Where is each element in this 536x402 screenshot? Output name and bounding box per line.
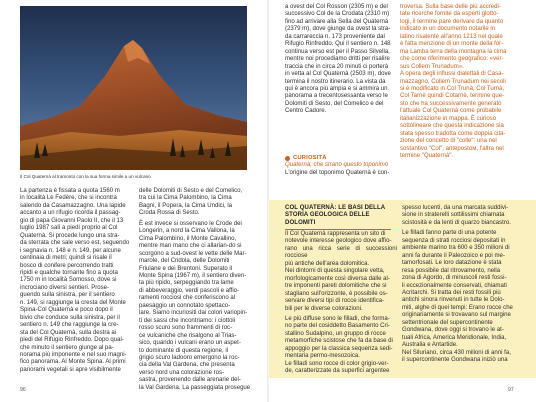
geology-box-column-1	[285, 231, 397, 376]
text-line: Monte Spina (1967 m), il sentiero diven-	[139, 272, 247, 279]
text-line: Cima Palombino, il Monte Cavallino,	[139, 235, 237, 242]
text-line: italianizzazione in mappa. È curioso	[400, 115, 497, 122]
text-line: Nei dintorni di questa singolare vetta,	[285, 268, 385, 275]
text-line: Gondwana, dove oggi si trovano le at-	[402, 327, 504, 334]
text-line: Acritarchi. Si tratta dei resti fossili più	[402, 289, 501, 296]
text-line: sottolineare che questa indicazione sia	[400, 123, 504, 130]
text-line: n. 149, si raggiunge la cresta del Monte	[20, 299, 126, 306]
curiosita-heading-label: CURIOSITÀ	[293, 155, 327, 161]
geology-box-title-rule	[285, 229, 391, 230]
text-line: salendo da Casamazzagno. Una lapide	[20, 202, 126, 209]
page-number-left: 96	[20, 387, 26, 393]
text-line: in località Le Fedère, che si incontra	[20, 195, 117, 202]
geology-box-column-2	[402, 205, 518, 365]
text-line: Le più diffuse sono le filladi, che forma-	[285, 315, 390, 322]
text-line: resa possibile dal ritrovamento, nella	[402, 267, 501, 274]
text-line: luglio 1987 salì a piedi proprio al Col	[20, 225, 118, 232]
text-line: paesaggio un connotato spettaco-	[139, 302, 231, 309]
text-line: ripidi e qualche tornante fino a quota	[20, 269, 118, 276]
text-line: de, caratterizzate da superfici argentee	[285, 368, 390, 375]
text-line: indicato in un documento notarile in	[400, 26, 496, 33]
text-line: marole, del Cridola, delle Dolomiti	[139, 258, 230, 265]
text-line: norama più imponente e nel suo magni-	[20, 351, 127, 358]
text-line: morfologicamente così diversa dalle al-	[285, 275, 390, 282]
text-line: ma Lamba terra della montagna la cima	[400, 48, 507, 55]
text-line: antichi sinora rinvenuti in tutte le Dolo-	[402, 297, 505, 304]
text-line: troversa. Sulla base delle più accredi-	[400, 4, 501, 10]
text-line: sastra, provenendo dalle arenarie del-	[139, 377, 241, 384]
left-page-column-2	[139, 188, 253, 392]
text-line: che come riferimento geografico: «ver-	[400, 56, 504, 63]
text-line: da sterrata che sale verso est, seguendo	[20, 240, 130, 247]
text-line: sostantivo "Col", antepostoм, l'altra nel	[400, 145, 504, 152]
text-line: delle Dolomiti di Sesto e del Comelico,	[139, 188, 243, 194]
text-line: appoggio per la classica sequenza sedi-	[285, 345, 393, 352]
text-line: successivo Col de la Crodata (2310 m)	[285, 11, 390, 18]
text-line: Centro Cadore.	[285, 108, 327, 115]
text-line: latino risalente all'anno 1213 nel quale	[400, 33, 503, 40]
text-line: lare. Siamo incuriositi dai colori variopin-	[139, 310, 248, 317]
text-line: no parte del cosiddetto Basamento Cri-	[285, 323, 390, 330]
text-line: mazzagno, Collem Trunadum nei secoli	[400, 78, 506, 85]
text-line: tuali Africa, America Meridionale, India,	[402, 334, 507, 341]
text-line: scistosità e da lenti di quarzo biancastro.	[402, 219, 511, 226]
text-line: Le filladi sono rocce di color grigio-ver-	[285, 360, 389, 367]
text-line: originariamente si trovavano sul margine	[402, 312, 511, 319]
text-line: grigio scuro ladooro emergono la roc-	[139, 354, 240, 361]
text-line: bosco di conifere percorrendo tratti	[20, 262, 114, 269]
right-page-column-1	[285, 4, 395, 116]
text-line: bili per le diverse colorazioni.	[285, 305, 363, 312]
text-line: Dolomiti di Sesto, del Comelico e del	[285, 100, 384, 107]
text-line: tre imponenti pareti dolomitiche che si	[285, 283, 387, 290]
text-line: Croda Rossa di Sesto.	[139, 210, 200, 217]
text-line: logi, il termine pare derivare da quanto	[400, 18, 504, 25]
text-line: stata spesso tradotta come doppia cita-	[400, 130, 506, 137]
text-line: rosso scuro sono frammenti di roc-	[139, 325, 233, 332]
text-line: miti, alghe di quei tempi: Erano rocce che	[402, 304, 513, 311]
text-line: fino ad arrivare alla Sella del Quaternà	[285, 18, 389, 25]
text-line: metamorfiche scistose che fa da base di	[285, 338, 393, 345]
text-line: sico, quando i vulcani erano un aspet-	[139, 340, 241, 347]
text-line: Spina-Col Quaternà e poco dopo il	[20, 307, 113, 314]
text-line: scorgono a sud-ovest le vette delle Mar-	[139, 250, 247, 257]
text-line: ramenti rocciosi che conferiscono al	[139, 295, 236, 302]
text-line: in vetta al Col Quaternà (2503 m), dove	[285, 71, 391, 78]
text-line: sione in straterelli sottilissimi chiamata	[402, 212, 505, 219]
text-line: l'attuale Col Quaternà come probabile	[400, 108, 502, 115]
text-line: Bagni, il Popera, la Cima Undici, la	[139, 202, 233, 209]
text-line: accanto a un rifugio ricorda il passag-	[20, 210, 121, 217]
text-line: È est invece si osservano le Crode dei	[139, 220, 242, 227]
text-line: il supercontinente Gondwana iniziò una	[402, 357, 508, 364]
text-line: di abbeveraggio, verdi pascoli e affio-	[139, 287, 240, 294]
right-page-column-2-curiosita-text	[400, 4, 518, 161]
text-line: centinaia di metri; quindi si risale il	[20, 255, 112, 262]
text-line: Quaternà. Si procede lungo una stra-	[20, 232, 120, 239]
text-line: Le filladi fanno parte di una potente	[402, 230, 497, 237]
text-line: cia della Val Gardena, che presenta	[139, 362, 235, 369]
text-line: più antiche dell'area dolomitica.	[285, 260, 370, 267]
geology-box-title: COL QUATERNÀ: LE BASI DELLA STORIA GEOLOGICA DELLE DOLOMITI	[285, 205, 386, 226]
text-line: Col Tarnè quindi Cotarnè, termine que-	[400, 93, 505, 100]
text-line: panorama a trecentosessanta verso le	[285, 93, 388, 100]
curiosita-subtitle: Quaternà, che strano questo toponimo	[285, 162, 389, 169]
text-line: continua verso est per il Passo Silvella,	[285, 48, 390, 55]
text-line: ta più ripido, serpeggiando tra lame	[139, 280, 234, 287]
text-line: servare diversi tipi di rocce identifica-	[285, 298, 385, 305]
text-line: tra cui la Cima Palombino, la Cima	[139, 195, 232, 202]
text-line: settentrionale del supercontinente	[402, 319, 493, 326]
text-line: bivio che conduce sulla sinistra, per il	[20, 314, 120, 321]
text-line: i segnavia n. 148 e n. 149, per alcune	[20, 247, 121, 254]
text-line: (2379 m), dove giunge da ovest la stra-	[285, 26, 391, 33]
text-line: mentre noi procediamo dritti per risalire	[285, 56, 390, 63]
text-line: anni fa durante il Paleozoico e poi me-	[402, 252, 505, 259]
text-line: notevole interesse geologico dove affio-	[285, 238, 392, 245]
text-line: panorami vegetali si apre visibilmente	[20, 366, 121, 373]
curiosita-first-line: L'origine del toponimo Quaternà è con-	[285, 169, 390, 176]
photo-caption: Il Col Quaternà al tramonto con la sua forma simile a un vulcano	[20, 174, 151, 179]
text-line: verso nord una colorazione ros-	[139, 369, 225, 376]
text-line: Il Col Quaternà rappresenta un sito di	[285, 231, 386, 237]
left-page-column-1	[20, 188, 134, 374]
text-line: ce vulcaniche che risalgono al Trias-	[139, 332, 237, 339]
text-line: li eccezionalmente conservati, chiamati	[402, 282, 507, 289]
text-line: spesso lucenti, da una marcata suddivi-	[402, 205, 509, 211]
text-line: A opera degli influssi dialettali di Casa-	[400, 71, 504, 78]
text-line: guendo sulla sinistra, per il sentiero	[20, 292, 115, 299]
text-line: traccia che in circa 20 minuti ci porterà	[285, 63, 389, 70]
text-line: incrociano diversi sentieri. Prose-	[20, 284, 110, 291]
text-line: Nel Siluriano, circa 430 milioni di anni fa,	[402, 349, 511, 356]
text-line: che minuto il sentiero giunge al pa-	[20, 344, 114, 351]
text-line: zione del concetto di "colle": una nel	[400, 138, 497, 145]
text-line: 1750 m in località Somosso, dove si	[20, 277, 117, 284]
text-line: termine "Quaternà".	[400, 153, 454, 160]
mountain-photo-illustration	[20, 6, 247, 170]
text-line: Friulane e dei Brentoni. Superato il	[139, 265, 233, 272]
text-line: la Val Gardena. La passeggiata prosegue	[139, 384, 251, 391]
text-line: sto che ha successivamente generato	[400, 100, 502, 107]
text-line: Australia e Antartide.	[402, 342, 458, 349]
text-line: termina il nostro itinerario. La vista da	[285, 78, 386, 85]
text-line: mentaria permo-mesozoica.	[285, 353, 360, 360]
text-line: ti dei sassi che incontriamo: i ciottoli	[139, 317, 236, 324]
text-line: sentiero n. 149 che raggiunge la cre-	[20, 322, 119, 329]
text-line: zona di Agordo, di minuscoli resti fossi-	[402, 275, 507, 282]
photo-col-quaterna	[20, 6, 247, 170]
text-line: rano una ricca serie di successioni rocciose	[285, 245, 397, 260]
text-line: Rifugio Rinfreddo. Qui il sentiero n. 148	[285, 41, 391, 48]
curiosita-heading	[285, 155, 401, 162]
orange-dot-icon	[285, 156, 290, 161]
text-line: sta del Col Quaternà, sulla destra ai	[20, 329, 117, 336]
text-line: tamorfosati. Le loro datazione è stata	[402, 260, 502, 267]
text-line: a ovest del Col Rosson (2305 m) e del	[285, 4, 388, 10]
text-line: sequenza di strati rocciosi depositati in	[402, 237, 506, 244]
text-line: è fatta menzione di un monte della for-	[400, 41, 504, 48]
text-line: qui è ancora più ampia e si ammira un	[285, 85, 388, 92]
text-line: ambiente marino tra 600 e 350 milioni di	[402, 245, 510, 252]
curiosita-section	[285, 155, 401, 177]
text-line: piedi del Rifugio Rinfreddo. Dopo qual-	[20, 337, 124, 344]
text-line: stagliano sull'orizzonte, è possibile os-	[285, 290, 388, 297]
text-line: Longerin, a nord la Cima Vallona, la	[139, 228, 235, 235]
text-line: tate ricerche fornite da esperti glotto-	[400, 11, 499, 18]
page-number-right: 97	[508, 387, 514, 393]
text-line: mentre man mano che ci allarian-do si	[139, 243, 242, 250]
text-line: stallino Sudalpino, un gruppo di rocce	[285, 330, 386, 337]
text-line: fico panorama. Al Monte Spina. Al primi	[20, 359, 126, 366]
text-line: La partenza è fissata a quota 1560 m	[20, 188, 120, 194]
text-line: si è modificato in Col Trunà, Col Turnà,	[400, 85, 505, 92]
text-line: da carrareccia n. 173 proveniente dal	[285, 33, 385, 40]
text-line: to dominante di questa regione, il	[139, 347, 229, 354]
text-line: gio di papa Giovanni Paolo II, che il 13	[20, 217, 124, 224]
text-line: sus Collem Trunadum».	[400, 63, 464, 70]
